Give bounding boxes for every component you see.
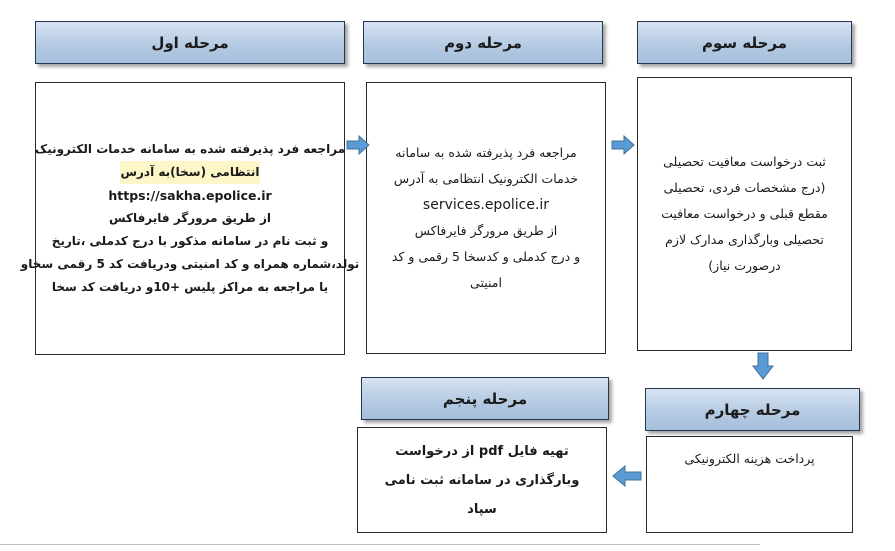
stage5-header xyxy=(361,377,609,420)
stage4-header xyxy=(645,388,860,431)
stage3-line-2: (درج مشخصات فردی، تحصیلی xyxy=(663,180,826,195)
stage1-line-5: و ثبت نام در سامانه مذکور با درج کدملی ،تاریخ xyxy=(51,234,329,248)
stage5-line-1: تهیه فایل pdf از درخواست xyxy=(395,443,569,459)
stage2-line-5: و درج کدملی و کدسخا 5 رقمی و کد xyxy=(391,249,581,264)
stage1-line-4: از طریق مرورگر فایرفاکس xyxy=(109,211,271,225)
stage1-url: https://sakha.epolice.ir xyxy=(108,188,272,203)
stage2-line-1: مراجعه فرد پذیرفته شده به سامانه xyxy=(395,145,577,160)
bottom-divider xyxy=(0,544,760,545)
stage3-line-3: مقطع قبلی و درخواست معافیت xyxy=(661,206,828,221)
stage2-line-6: امنیتی xyxy=(470,275,502,290)
stage3-box xyxy=(637,77,852,351)
stage1-title: مرحله اول xyxy=(151,33,229,52)
stage1-line-6: تولد،شماره همراه و کد امنیتی ودریافت کد 5 رقمی سخاو xyxy=(20,257,360,271)
stage5-box xyxy=(357,427,607,533)
stage2-header xyxy=(363,21,603,64)
stage1-header xyxy=(35,21,345,64)
stage4-box xyxy=(646,436,853,533)
stage4-line-1: پرداخت هزینه الکترونیکی xyxy=(684,451,815,466)
arrow-left-icon xyxy=(612,465,642,487)
stage3-line-1: ثبت درخواست معافیت تحصیلی xyxy=(663,154,826,169)
stage4-title: مرحله چهارم xyxy=(704,400,801,419)
stage1-line-7: یا مراجعه به مراکز پلیس +10و دریافت کد سخا xyxy=(51,280,329,294)
arrow-down-icon xyxy=(752,352,774,380)
stage2-box xyxy=(366,82,606,354)
stage1-line-2: انتظامی (سخا)به آدرس xyxy=(120,161,259,184)
stage2-url: services.epolice.ir xyxy=(422,197,550,213)
stage5-line-3: سپاد xyxy=(467,501,497,517)
stage5-line-2: وبارگذاری در سامانه ثبت نامی xyxy=(384,472,580,488)
stage2-title: مرحله دوم xyxy=(444,33,522,52)
stage3-line-5: درصورت نیاز) xyxy=(708,258,781,273)
stage1-line-1: مراجعه فرد پذیرفته شده به سامانه خدمات الکترونیک xyxy=(34,142,346,156)
stage2-line-2: خدمات الکترونیک انتظامی به آدرس xyxy=(393,171,579,186)
stage1-box xyxy=(20,82,360,355)
stage2-line-4: از طریق مرورگر فایرفاکس xyxy=(414,223,558,238)
arrow-right-2-icon xyxy=(611,135,635,155)
stage3-title: مرحله سوم xyxy=(701,33,788,52)
stage5-title: مرحله پنجم xyxy=(442,389,528,408)
arrow-right-1-icon xyxy=(346,135,370,155)
stage3-line-4: تحصیلی وبارگذاری مدارک لازم xyxy=(665,232,824,247)
stage3-header xyxy=(637,21,852,64)
